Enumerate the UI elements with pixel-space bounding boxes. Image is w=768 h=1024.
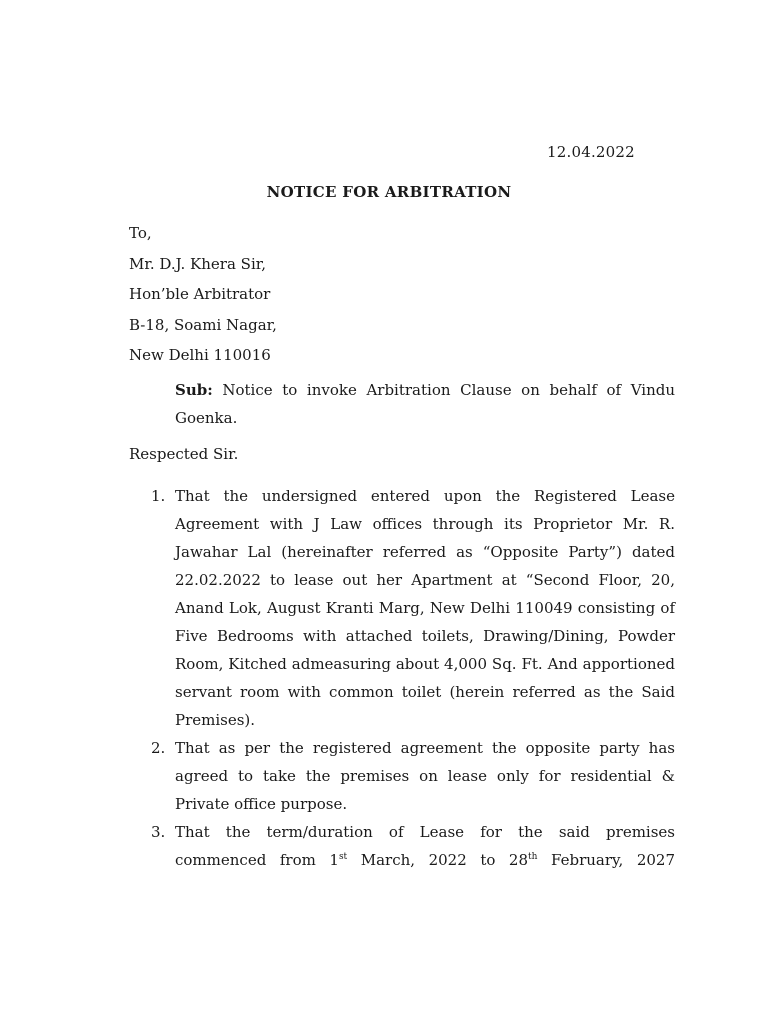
ordinal-suffix: th [528,852,538,862]
list-item-text-part: February, 2027 [537,851,675,869]
address-name: Mr. D.J. Khera Sir, [129,255,267,273]
subject-text: Notice to invoke Arbitration Clause on behalf of Vindu Goenka. [175,381,675,427]
list-item-number: 3. [151,823,166,841]
list-item-text: That the undersigned entered upon the Registered Lease Agreement with J Law offices through its Proprietor Mr. R. Jawahar Lal (hereinafter referred as “Opposite Party”) dated 22.02.2022 to lease out her Apartment at “Second Floor, 20, Anand Lok, August Kranti Marg, New Delhi 110049 consisting of Five Bedrooms with attached toilets, Drawing/Dining, Powder Room, Kitched admeasuring about 4,000 Sq. Ft. And apportioned servant room with common toilet (herein referred as the Said Premises). [175,487,675,729]
list-item-number: 1. [151,487,166,505]
list-item [151,734,675,818]
notice-date: 12.04.2022 [547,143,635,161]
list-item-number: 2. [151,739,166,757]
address-street: B-18, Soami Nagar, [129,316,277,334]
ordinal-suffix: st [338,852,348,862]
address-city: New Delhi 110016 [129,346,271,364]
address-designation: Hon’ble Arbitrator [129,285,271,303]
subject-line [175,376,675,432]
salutation: Respected Sir. [129,445,239,463]
list-item-text-part: March, 2022 to 28 [347,851,529,869]
list-item-text-part: That the term/duration of Lease for the said premises commenced from 1 [175,823,675,869]
subject-label: Sub: [175,381,213,399]
list-item-text [175,823,675,869]
list-item [151,482,675,734]
address-to: To, [129,224,152,242]
points-list [151,482,675,874]
notice-title: NOTICE FOR ARBITRATION [266,183,512,201]
list-item-text: That as per the registered agreement the opposite party has agreed to take the premises on lease only for residential & Private office purpose. [175,739,675,813]
list-item [151,818,675,874]
